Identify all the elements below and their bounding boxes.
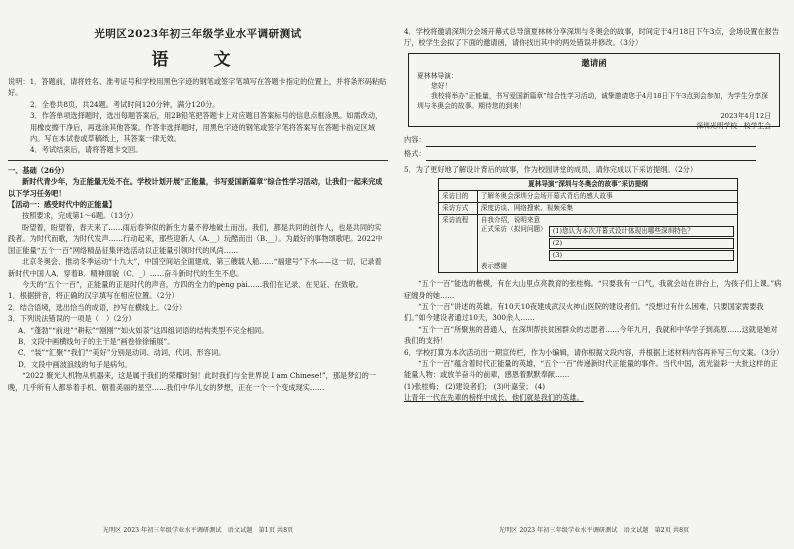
- answer-blank[interactable]: (4): [534, 381, 546, 391]
- blank-answers: (1)张桂梅； (2)建设者们； (3)叶嘉莹； (4): [404, 381, 546, 391]
- passage-paragraph: “2022 聚光人机物从机器来，这是属于我们的荣耀时刻！此时我们与全世界说 I am Chinese!”，那是梦幻的一晚，几乎所有人都举着手机、朝着美丽的星空……我们中华儿女的梦想，正在一个一个变成现实……: [8, 371, 376, 392]
- instruction-line: 3．作答单项选择题时，选出每题答案后，用2B铅笔把答题卡上对应题目答案标号的信息点框涂黑。如需改动，用橡皮擦干净后，再选涂其他答案。作答非选择题时，用黑色字迹的钢笔或签字笔将答案写在答题卡指定区域内。写在本试卷或草稿纸上，其答案一律无效。: [30, 111, 383, 144]
- passage-paragraph: “五个一百”能选的楷模，有在大山里点亮教育的张桂梅。“只要我有一口气，我就会站在讲台上，为孩子们上课。”病症缠身的她……: [404, 279, 782, 300]
- section-heading: 一、基础（26分）: [8, 165, 69, 175]
- invitation-signature: 深圳光明学校 校学生会: [696, 121, 771, 130]
- passage-paragraph: “五个一百”讲述的英雄，有10天10夜建成武汉火神山医院的建设者们。“没想过有什么困难，只要国家需要我们。”如今建设者通过10天，300余人……: [404, 302, 764, 323]
- row-label: 采访目的: [439, 191, 478, 203]
- invitation-body: 我校将举办“正能量，书写爱国新篇章”综合性学习活动，诚挚邀请您于4月18日下午3点到会参加，为学生分享深圳与冬奥会的故事。期待您的到来！: [417, 91, 768, 110]
- option-d: D．文段中画波浪线的句子是病句。: [18, 359, 132, 369]
- page-footer: 光明区 2023 年初三年级学业水平调研测试 语文试题 第2页 共8页: [498, 527, 690, 534]
- table-row: [439, 203, 738, 215]
- invitation-date: 2023年4月12日: [720, 111, 771, 120]
- passage-paragraph: 盼望着，盼望着，春天来了……雨后春笋似的新生力量不停地破土而出。我们，都是共同的创作人，也是共同的实践者。为时代而歌，为时代发声……行动起来，那些迎新人（A.__）玩酷而出（B.__）。为最好的事物颂歌吧。2022中国正能量“五个一百”网络精品征集评选活动以正能量引领时代的风尚……: [8, 222, 383, 255]
- section-intro: 新时代青少年，为正能量无处不在。学校计划开展“正能量，书写爱国新篇章”综合性学习活动，让我们一起来完成以下学习任务吧！: [8, 177, 383, 198]
- activity-heading: 【活动一：感受时代中的正能量】: [8, 200, 116, 210]
- table-row: [439, 191, 738, 203]
- question-list: [549, 225, 734, 262]
- question-block: [481, 225, 734, 262]
- question-6: 6．学校打算为本次活动出一期宣传栏，作为小编辑，请你根据文段内容，并根据上述材料内容再补写三句文案。（3分）: [404, 347, 784, 357]
- interview-question[interactable]: (1)您认为本次开幕式设计体现出哪些深圳特色？: [549, 226, 734, 237]
- divider: [8, 160, 388, 161]
- row-value: 深度访谈、网络搜索、视频采集: [477, 203, 737, 215]
- answer-format-line: [404, 147, 784, 161]
- answer-blank[interactable]: (2)建设者们: [445, 381, 485, 391]
- interview-outline-table: [438, 178, 738, 273]
- answer-content-line: [404, 133, 784, 147]
- instruction-line: 2．全卷共8页，共24题。考试时间120分钟，满分120分。: [30, 99, 220, 109]
- question-1: 1．根据拼音，将正确的汉字填写在相应位置。（2分）: [8, 291, 179, 301]
- table-row: [439, 215, 738, 273]
- passage-paragraph: 北京冬奥会、推动冬季运动“十九大”，中国空间站全面建成、第三艘载人船……“福建号”下水——这一切，记录着新时代中国人A．穿着B．精神面貌（C．_）……奋斗新时代的生生不息。: [8, 257, 382, 278]
- invitation-greeting: 您好！: [431, 81, 452, 90]
- interview-question[interactable]: (3): [549, 250, 734, 261]
- row-value-cell: [477, 215, 737, 273]
- instruction-line: 说明：1．答题前，请将姓名、准考证号和学校用黑色字迹的钢笔或签字笔填写在答题卡指定的位置上，并将条形码粘贴好。: [8, 77, 387, 98]
- invitation-recipient: 夏林林导演：: [417, 71, 458, 80]
- instructions: [8, 76, 388, 156]
- invitation-box: [408, 53, 780, 130]
- passage-tail: 让青年一代在先辈的榜样中成长，他们就是我们的英雄。: [404, 393, 584, 403]
- exam-page-2: [404, 14, 784, 534]
- answer-blank[interactable]: [426, 151, 756, 161]
- subject-title: 语 文: [151, 50, 245, 70]
- exam-page-1: [8, 14, 388, 534]
- question-4: 4．学校将邀请深圳分会场开幕式总导演夏林林分享深圳与冬奥会的故事，时间定于4月18日下午3点，会场设置在报告厅，校学生会拟了下面的邀请函，请你找出其中的两处错误并修改。（3分）: [404, 27, 780, 48]
- question-2: 2．结合语境，选出恰当的成语，抄写在横线上。（2分）: [8, 302, 187, 312]
- row-value: 了解冬奥会深圳分会场开幕式背后的感人故事: [477, 191, 737, 203]
- option-c: C．“装”“汇聚”“我们”“美好”分别是动词、动词、代词、形容词。: [18, 348, 226, 358]
- passage-paragraph: “五个一百”所聚焦的普通人，在深圳帮扶贫困群众的志愿者……今年九月，我就和中华学子到高原……这就是她对我们的支持！: [404, 324, 778, 346]
- passage-paragraph: 今天的“五个一百”，正能量的正是时代的声音，方四的全力的pèng pài……我们在记录、在见证、在致敬。: [22, 279, 363, 289]
- field-label: 格式：: [404, 148, 426, 158]
- answer-blank[interactable]: [426, 137, 756, 147]
- activity-requirement: 按照要求，完成第1～6题。（13分）: [22, 211, 138, 221]
- passage-paragraph: “五个一百”蕴含着时代正能量的英雄，“五个一百”传递新时代正能量的事件。当代中国，流光溢彩一大批这样的正能量人物：或放羊奋斗的前辈，感恩着默默奉献……: [404, 359, 778, 380]
- exam-title: 光明区2023年初三年级学业水平调研测试: [94, 28, 302, 40]
- option-a: A．“蓬勃”“前进”“耕耘”“刚刚”“如火如荼”这四组词语的结构类型不完全相同。: [18, 325, 269, 335]
- interview-question[interactable]: (2): [549, 238, 734, 249]
- table-title: 夏林导演“深圳与冬奥会的故事”采访提纲: [439, 179, 738, 191]
- question-3: 3．下列说法错误的一项是（ ）（2分）: [8, 314, 136, 324]
- answer-blank[interactable]: (3)叶嘉莹: [493, 381, 526, 391]
- row-label: 采访流程: [439, 215, 478, 273]
- field-label: 内容：: [404, 134, 426, 144]
- option-b: B．文段中画横线句子的主干是“画卷徐徐铺展”。: [18, 336, 175, 346]
- sub-label: 正式采访（拟问问题）: [480, 225, 547, 234]
- row-label: 采访方式: [439, 203, 478, 215]
- answer-blank[interactable]: (1)张桂梅: [404, 381, 436, 391]
- invitation-title: 邀请函: [581, 58, 607, 69]
- question-5: 5．为了更好地了解设计背后的故事，作为校园讲堂的成员，请你完成以下采访提纲。（2分）: [404, 164, 698, 174]
- page-footer: 光明区 2023 年初三年级学业水平调研测试 语文试题 第1页 共8页: [102, 527, 294, 534]
- row-value: 自我介绍，说明来意: [480, 216, 541, 225]
- row-value: 表示感谢: [480, 262, 508, 271]
- instruction-line: 4．考试结束后，请将答题卡交回。: [30, 145, 143, 155]
